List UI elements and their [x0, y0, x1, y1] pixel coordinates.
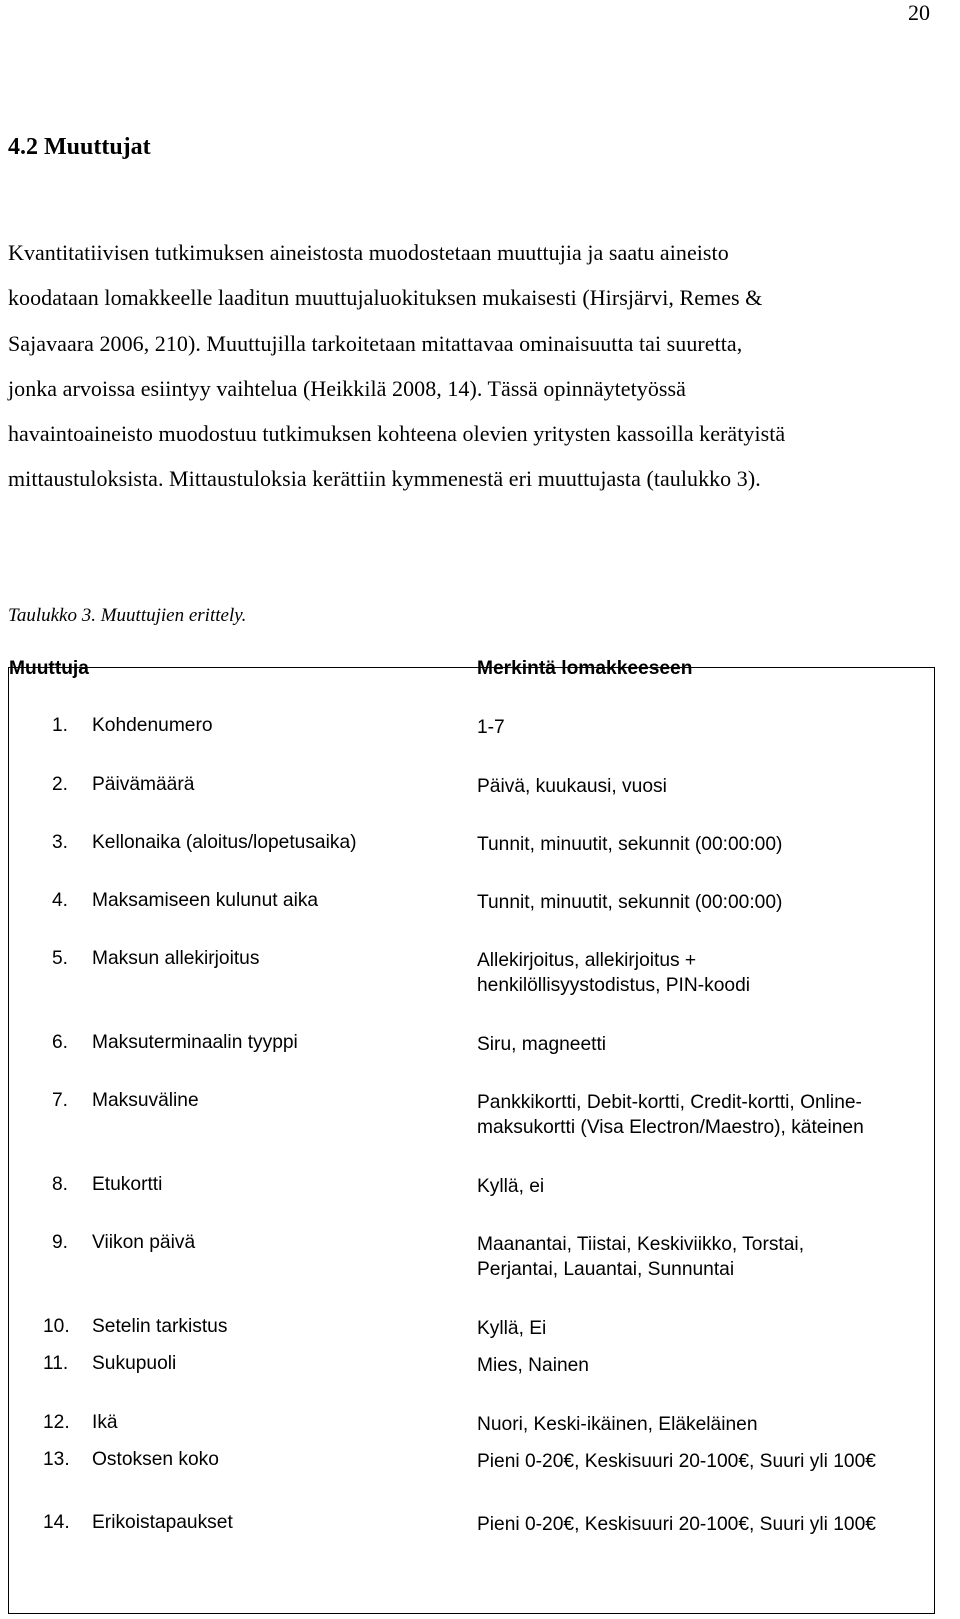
- row-value: Pieni 0-20€, Keskisuuri 20-100€, Suuri yli 100€: [477, 1514, 876, 1535]
- row-number: 11.: [43, 1353, 69, 1374]
- row-number: 12.: [43, 1412, 70, 1433]
- row-value: Kyllä, ei: [477, 1176, 545, 1197]
- row-value: Tunnit, minuutit, sekunnit (00:00:00): [477, 892, 783, 913]
- row-value: Maanantai, Tiistai, Keskiviikko, Torstai, Perjantai, Lauantai, Sunnuntai: [477, 1234, 805, 1280]
- row-value: Allekirjoitus, allekirjoitus + henkilöllisyystodistus, PIN-koodi: [477, 950, 751, 996]
- row-value: Siru, magneetti: [477, 1034, 607, 1055]
- row-variable: Kohdenumero: [92, 715, 213, 736]
- row-variable: Ostoksen koko: [92, 1449, 219, 1470]
- paragraph-line: jonka arvoissa esiintyy vaihtelua (Heikkilä 2008, 14). Tässä opinnäytetyössä: [8, 375, 686, 401]
- row-value: Päivä, kuukausi, vuosi: [477, 776, 667, 797]
- page-number: 20: [908, 0, 930, 25]
- row-number: 4.: [52, 890, 69, 911]
- row-number: 3.: [52, 832, 69, 853]
- row-number: 13.: [43, 1449, 70, 1470]
- row-number: 10.: [43, 1316, 70, 1337]
- paragraph-line: havaintoaineisto muodostuu tutkimuksen kohteena olevien yritysten kassoilla kerätyistä: [8, 421, 786, 447]
- row-value: 1-7: [477, 717, 505, 738]
- row-variable: Ikä: [92, 1412, 118, 1433]
- row-variable: Sukupuoli: [92, 1353, 177, 1374]
- row-variable: Etukortti: [92, 1174, 163, 1195]
- header-form-entry: Merkintä lomakkeeseen: [477, 658, 693, 679]
- row-variable: Maksuterminaalin tyyppi: [92, 1032, 298, 1053]
- row-value: Tunnit, minuutit, sekunnit (00:00:00): [477, 834, 783, 855]
- row-number: 1.: [52, 715, 69, 736]
- table-caption: Taulukko 3. Muuttujien erittely.: [8, 605, 247, 626]
- row-number: 14.: [43, 1512, 70, 1533]
- row-value: Kyllä, Ei: [477, 1318, 547, 1339]
- row-number: 9.: [52, 1232, 69, 1253]
- row-value: Pankkikortti, Debit-kortti, Credit-kortti, Online-maksukortti (Visa Electron/Maestro), käteinen: [477, 1092, 864, 1138]
- row-value: Mies, Nainen: [477, 1355, 589, 1376]
- row-variable: Viikon päivä: [92, 1232, 196, 1253]
- paragraph-line: Sajavaara 2006, 210). Muuttujilla tarkoitetaan mitattavaa ominaisuutta tai suuretta,: [8, 330, 743, 356]
- row-variable: Maksamiseen kulunut aika: [92, 890, 319, 911]
- row-variable: Kellonaika (aloitus/lopetusaika): [92, 832, 357, 853]
- row-value: Pieni 0-20€, Keskisuuri 20-100€, Suuri yli 100€: [477, 1451, 876, 1472]
- paragraph-line: mittaustuloksista. Mittaustuloksia kerättiin kymmenestä eri muuttujasta (taulukko 3).: [8, 466, 761, 492]
- section-heading: 4.2 Muuttujat: [8, 134, 151, 160]
- row-variable: Setelin tarkistus: [92, 1316, 228, 1337]
- body-paragraph: [8, 230, 948, 502]
- row-variable: Erikoistapaukset: [92, 1512, 233, 1533]
- row-number: 5.: [52, 948, 69, 969]
- row-variable: Päivämäärä: [92, 774, 195, 795]
- paragraph-line: Kvantitatiivisen tutkimuksen aineistosta muodostetaan muuttujia ja saatu aineisto: [8, 240, 729, 265]
- row-value: Nuori, Keski-ikäinen, Eläkeläinen: [477, 1414, 758, 1435]
- row-number: 2.: [52, 774, 69, 795]
- row-number: 8.: [52, 1174, 69, 1195]
- row-variable: Maksuväline: [92, 1090, 199, 1111]
- row-number: 7.: [52, 1090, 69, 1111]
- paragraph-line: koodataan lomakkeelle laaditun muuttujaluokituksen mukaisesti (Hirsjärvi, Remes &: [8, 285, 763, 311]
- row-number: 6.: [52, 1032, 69, 1053]
- variables-table: [8, 658, 935, 1614]
- row-variable: Maksun allekirjoitus: [92, 948, 260, 969]
- header-variable: Muuttuja: [9, 658, 89, 679]
